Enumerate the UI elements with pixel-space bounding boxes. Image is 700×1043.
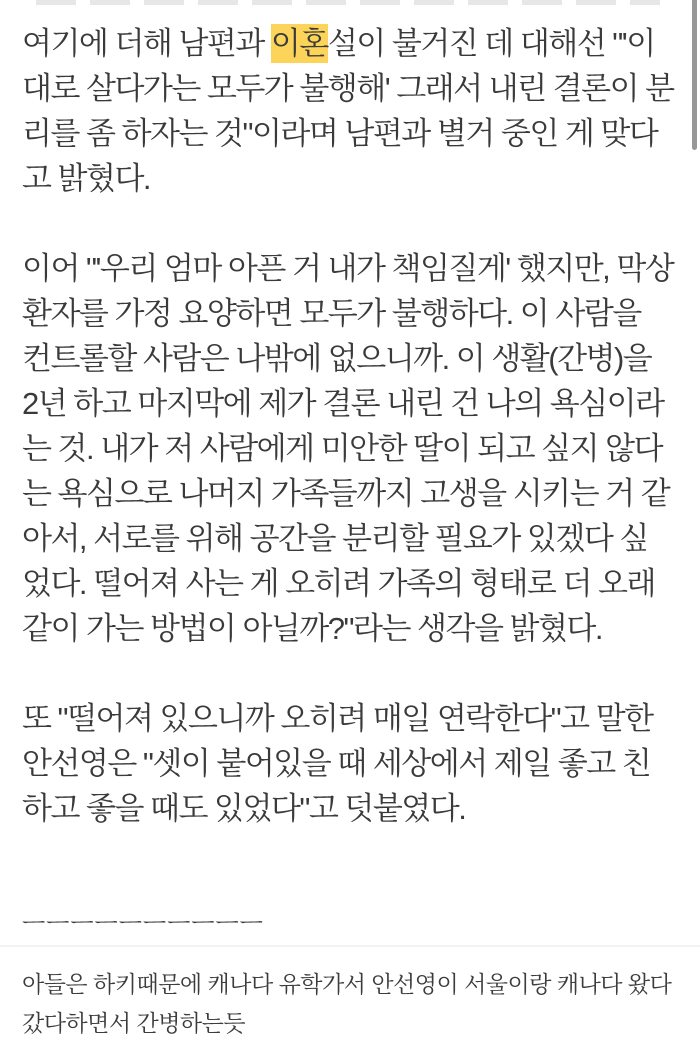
paragraph-divorce-statement	[22, 21, 674, 201]
search-highlight-term: 이혼	[270, 26, 328, 61]
paragraph-text-after-highlight: 설이 불거진 데 대해선 "'이대로 살다가는 모두가 불행해' 그래서 내린 결론이 분리를 좀 하자는 것"이라며 남편과 별거 중인 게 맞다고 밝혔다.	[22, 26, 674, 196]
paragraph-daily-contact-statement: 또 "떨어져 있으니까 오히려 매일 연락한다"고 말한 안선영은 "셋이 붙어있을 때 세상에서 제일 좋고 친하고 좋을 때도 있었다"고 덧붙였다.	[22, 701, 653, 826]
scrollbar-thumb[interactable]	[692, 0, 697, 150]
footnote-comment: 아들은 하키때문에 캐나다 유학가서 안선영이 서울이랑 캐나다 왔다갔다하면서 간병하는듯	[22, 971, 672, 1036]
paragraph-text-before-highlight: 여기에 더해 남편과	[22, 26, 271, 61]
paragraph-caregiving-statement: 이어 "'우리 엄마 아픈 거 내가 책임질게' 했지만, 막상 환자를 가정 요양하면 모두가 불행하다. 이 사람을 컨트롤할 사람은 나밖에 없으니까. 이 생활(간병)을 2년 하고 마지막에 제가 결론 내린 건 나의 욕심이라는 것. 내가 저 사람에게 미안한 딸이 되고 싶지 않다는 욕심으로 나머지 가족들까지 고생을 시키는 거 같아서, 서로를 위해 공간을 분리할 필요가 있겠다 싶었다. 떨어져 사는 게 오히려 가족의 형태로 더 오래 같이 가는 방법이 아닐까?"라는 생각을 밝혔다.	[22, 251, 674, 646]
divider-dashes: ㅡㅡㅡㅡㅡㅡㅡㅡㅡㅡ	[22, 911, 264, 938]
